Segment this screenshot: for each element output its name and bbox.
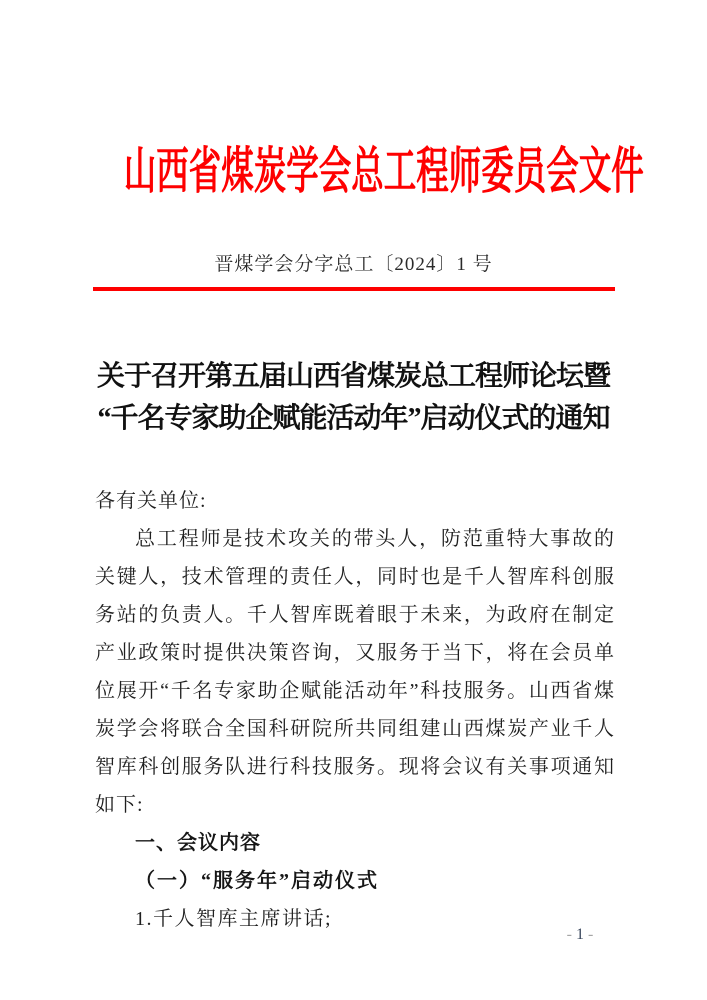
section-heading-meeting-content: 一、会议内容 [135, 832, 261, 854]
page-number-dash-left: - [566, 926, 572, 943]
letterhead-org-title: 山西省煤炭学会总工程师委员会文件 [123, 143, 644, 199]
document-title [0, 356, 707, 440]
list-item-chairman-speech: 1.千人智库主席讲话; [135, 908, 333, 930]
red-divider-line [93, 287, 615, 291]
document-number: 晋煤学会分字总工〔2024〕1 号 [214, 254, 493, 275]
page-number-dash-right: - [588, 926, 594, 943]
document-title-line1: 关于召开第五届山西省煤炭总工程师论坛暨 [96, 361, 610, 392]
salutation: 各有关单位: [95, 490, 207, 512]
subsection-heading-service-year-launch: （一）“服务年”启动仪式 [135, 870, 379, 892]
document-body [95, 482, 615, 938]
page-number-value: 1 [576, 926, 584, 943]
body-paragraph: 总工程师是技术攻关的带头人，防范重特大事故的关键人，技术管理的责任人，同时也是千人智库科创服务站的负责人。千人智库既着眼于未来，为政府在制定产业政策时提供决策咨询，又服务于当下，将在会员单位展开“千名专家助企赋能活动年”科技服务。山西省煤炭学会将联合全国科研院所共同组建山西煤炭产业千人智库科创服务队进行科技服务。现将会议有关事项通知如下: [95, 528, 615, 816]
page-number [553, 925, 607, 945]
document-title-line2: “千名专家助企赋能活动年”启动仪式的通知 [97, 403, 610, 434]
